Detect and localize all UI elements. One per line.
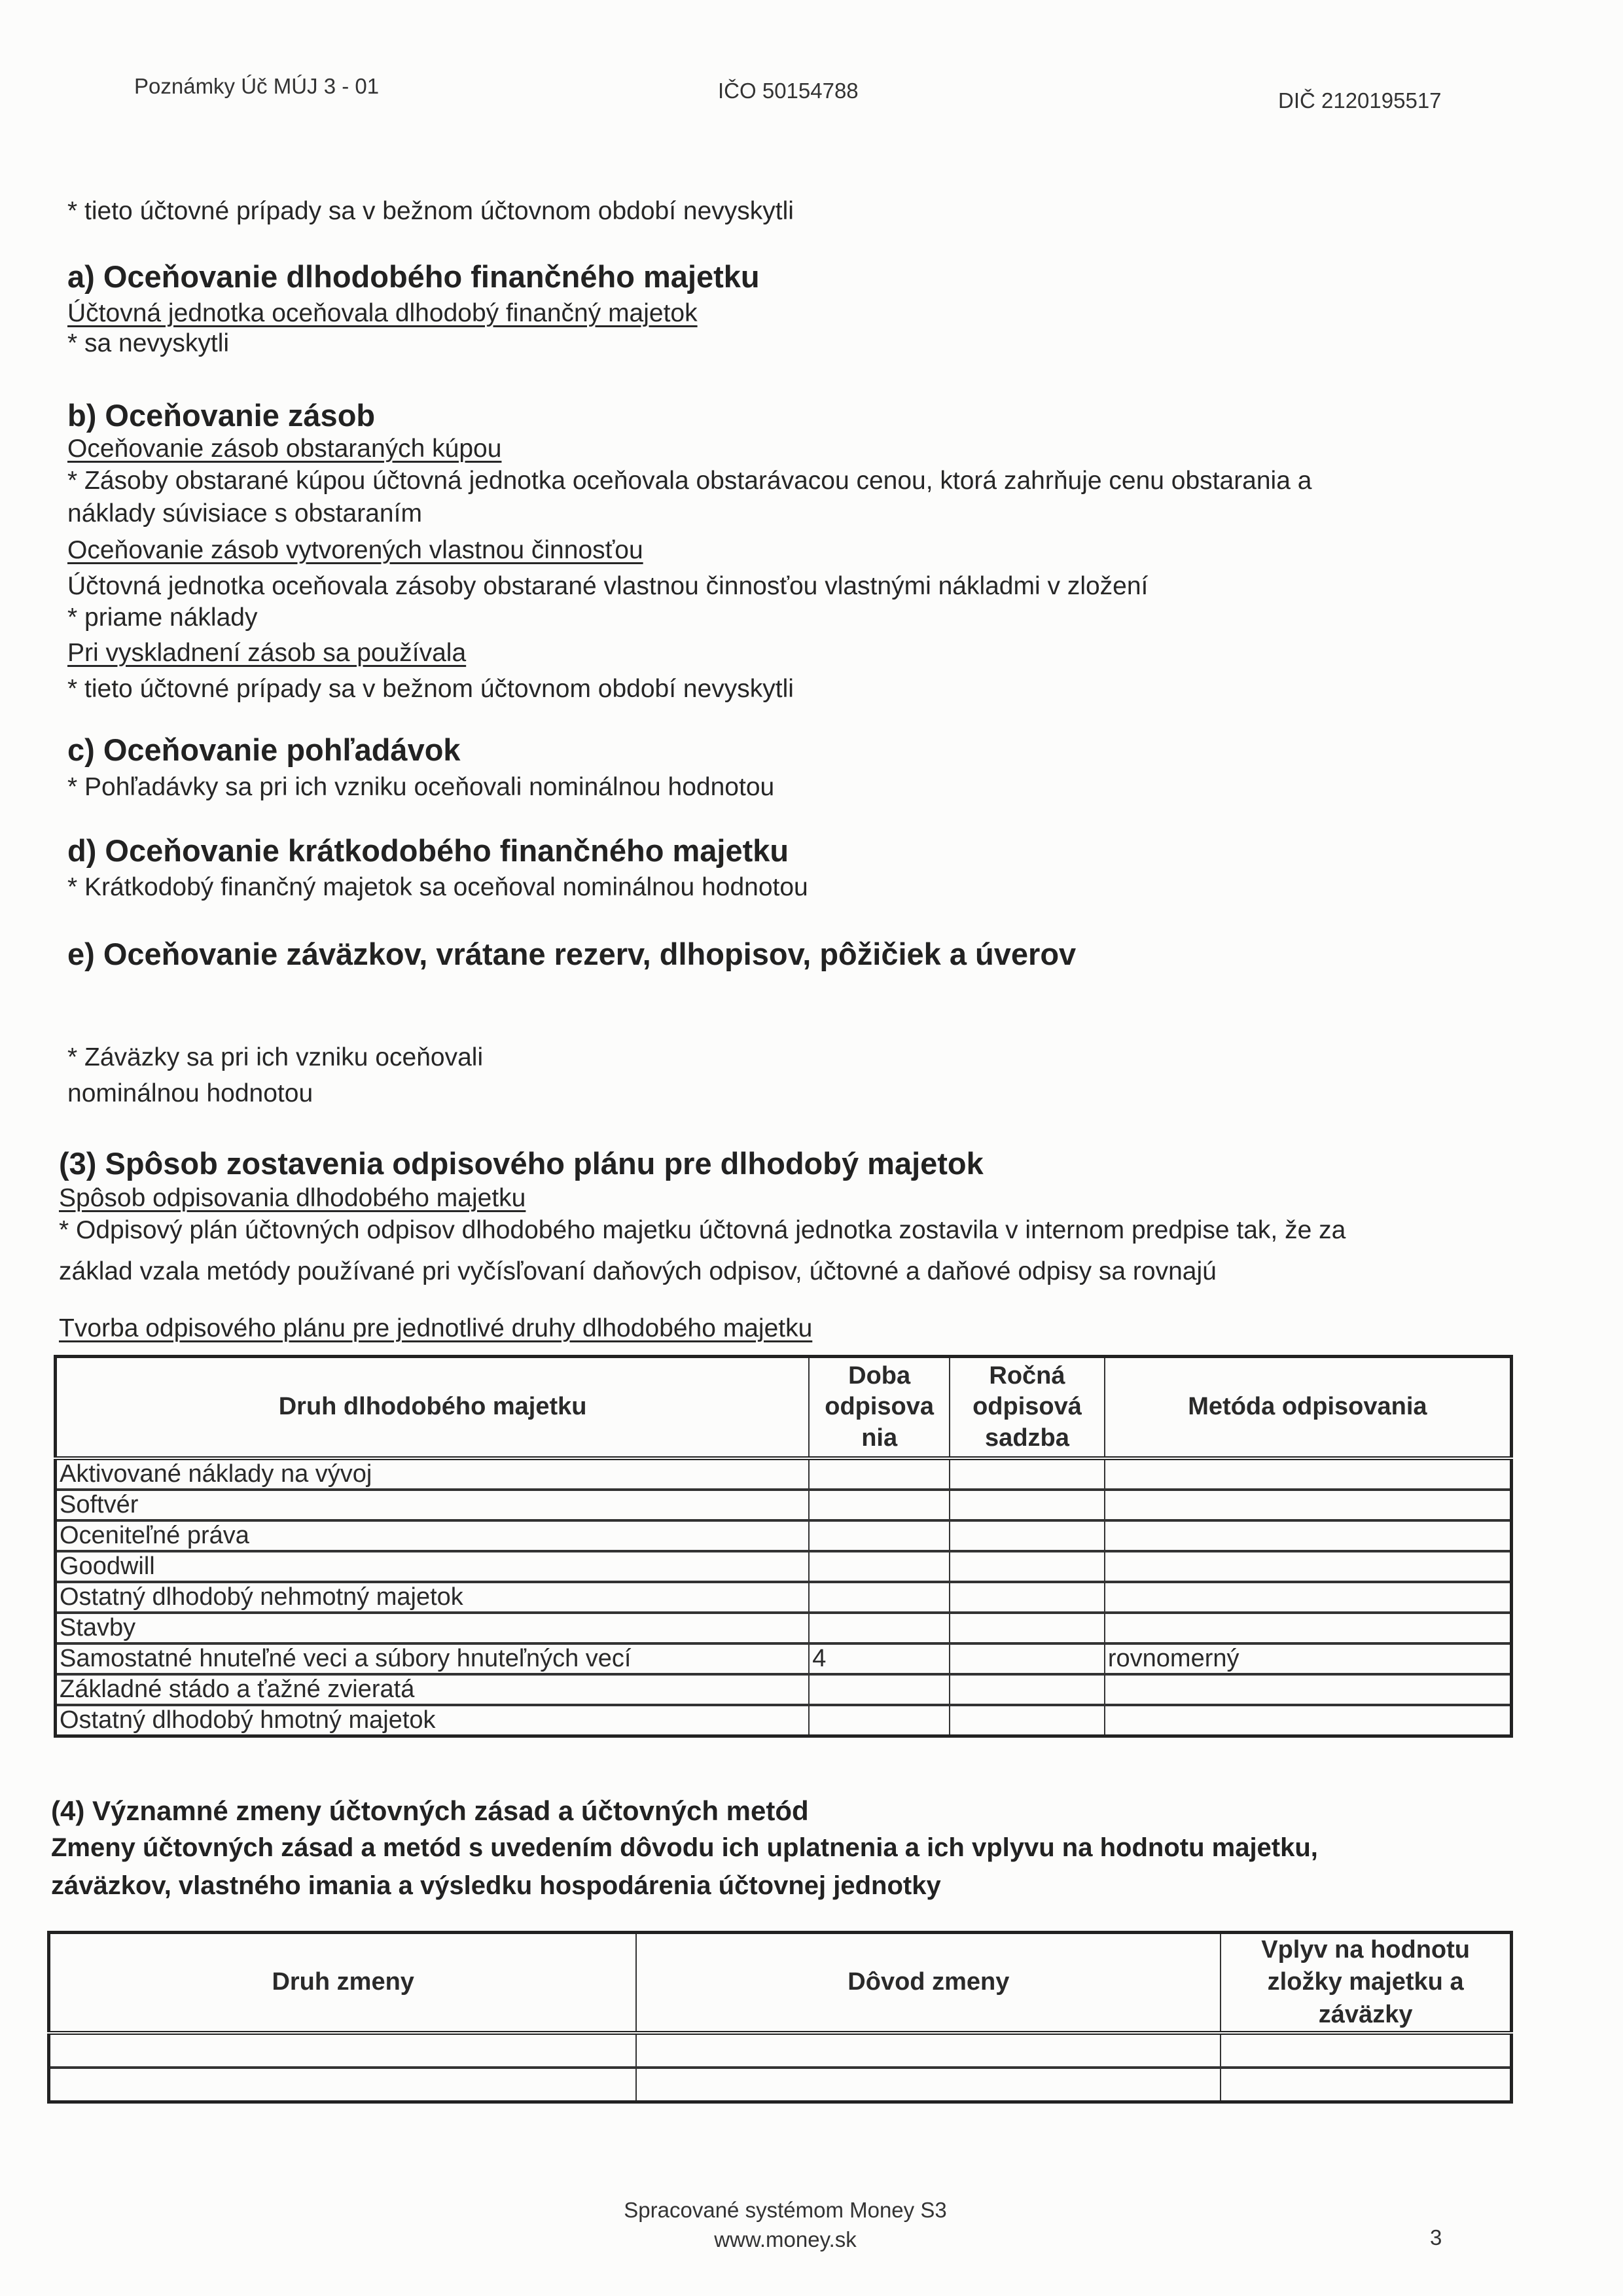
depreciation-plan-table [54,1355,1513,1738]
section-3-title: (3) Spôsob zostavenia odpisového plánu pre dlhodobý majetok [59,1146,984,1181]
cell-method [1105,1582,1512,1613]
col-header-change-type: Druh zmeny [49,1933,637,2034]
page-number: 3 [1430,2225,1442,2250]
cell-rate [950,1458,1105,1490]
table-row [56,1674,1512,1705]
section-3-text-line1: * Odpisový plán účtovných odpisov dlhodobého majetku účtovná jednotka zostavila v internom predpise tak, že za [59,1216,1346,1244]
col-header-rate: Ročná odpisová sadzba [950,1357,1105,1459]
cell-change-type [49,2033,637,2068]
table-row [56,1458,1512,1490]
cell-period: 4 [809,1643,950,1674]
dic: DIČ 2120195517 [1278,88,1442,113]
section-d-title: d) Oceňovanie krátkodobého finančného majetku [67,833,789,868]
table-row [56,1705,1512,1736]
table-row [56,1582,1512,1613]
section-b-sub1: Oceňovanie zásob obstaraných kúpou [67,435,502,463]
cell-period [809,1551,950,1582]
accounting-changes-table [47,1931,1513,2104]
section-3-subtitle: Spôsob odpisovania dlhodobého majetku [59,1184,526,1212]
cell-impact [1221,2033,1511,2068]
cell-method: rovnomerný [1105,1643,1512,1674]
section-b-text2-item: * priame náklady [67,603,258,632]
cell-rate [950,1551,1105,1582]
cell-impact [1221,2068,1511,2102]
table-row [56,1520,1512,1551]
section-b-text3: * tieto účtovné prípady sa v bežnom účtovnom období nevyskytli [67,675,794,703]
col-header-change-reason: Dôvod zmeny [636,1933,1221,2034]
table-row [56,1643,1512,1674]
section-b-text2: Účtovná jednotka oceňovala zásoby obstarané vlastnou činnosťou vlastnými nákladmi v zložení [67,572,1149,600]
cell-asset: Samostatné hnuteľné veci a súbory hnuteľných vecí [56,1643,810,1674]
cell-asset: Stavby [56,1613,810,1643]
section-c-text: * Pohľadávky sa pri ich vzniku oceňovali nominálnou hodnotou [67,773,775,801]
cell-method [1105,1674,1512,1705]
col-header-method: Metóda odpisovania [1105,1357,1512,1459]
cell-method [1105,1458,1512,1490]
form-code: Poznámky Úč MÚJ 3 - 01 [134,74,380,98]
cell-rate [950,1643,1105,1674]
cell-method [1105,1551,1512,1582]
table-row [56,1490,1512,1520]
intro-note: * tieto účtovné prípady sa v bežnom účtovnom období nevyskytli [67,197,794,225]
cell-period [809,1490,950,1520]
section-4-title: (4) Významné zmeny účtovných zásad a účtovných metód [51,1795,809,1826]
cell-method [1105,1613,1512,1643]
section-b-sub2: Oceňovanie zásob vytvorených vlastnou činnosťou [67,536,643,564]
table-row [56,1551,1512,1582]
cell-change-reason [636,2033,1221,2068]
section-b-sub3: Pri vyskladnení zásob sa používala [67,639,467,667]
cell-rate [950,1582,1105,1613]
cell-period [809,1674,950,1705]
section-a-title: a) Oceňovanie dlhodobého finančného majetku [67,259,760,294]
cell-asset: Ostatný dlhodobý hmotný majetok [56,1705,810,1736]
cell-method [1105,1490,1512,1520]
section-e-text-line1: * Záväzky sa pri ich vzniku oceňovali [67,1043,484,1071]
cell-rate [950,1520,1105,1551]
table-row [56,1613,1512,1643]
section-d-text: * Krátkodobý finančný majetok sa oceňoval nominálnou hodnotou [67,873,808,901]
section-a-note: * sa nevyskytli [67,329,230,357]
footer-website[interactable]: www.money.sk [714,2227,857,2251]
table-caption: Tvorba odpisového plánu pre jednotlivé druhy dlhodobého majetku [59,1314,813,1342]
section-b-text1-line2: náklady súvisiace s obstaraním [67,499,422,528]
cell-asset: Základné stádo a ťažné zvieratá [56,1674,810,1705]
cell-asset: Aktivované náklady na vývoj [56,1458,810,1490]
section-3-text-line2: základ vzala metódy používané pri vyčísľovaní daňových odpisov, účtovné a daňové odpisy sa rovnajú [59,1257,1217,1285]
cell-asset: Ostatný dlhodobý nehmotný majetok [56,1582,810,1613]
cell-method [1105,1705,1512,1736]
footer-system: Spracované systémom Money S3 [624,2198,947,2222]
ico: IČO 50154788 [718,79,859,103]
cell-rate [950,1613,1105,1643]
section-a-subtitle: Účtovná jednotka oceňovala dlhodobý finančný majetok [67,299,698,327]
table-row [49,2068,1512,2102]
section-4-subtitle-line1: Zmeny účtovných zásad a metód s uvedením dôvodu ich uplatnenia a ich vplyvu na hodnotu majetku, [51,1833,1318,1862]
section-e-text-line2: nominálnou hodnotou [67,1079,313,1107]
table-header-row [56,1357,1512,1459]
table-header-row [49,1933,1512,2034]
cell-period [809,1705,950,1736]
col-header-impact: Vplyv na hodnotu zložky majetku a záväzky [1221,1933,1511,2034]
cell-asset: Softvér [56,1490,810,1520]
col-header-asset-type: Druh dlhodobého majetku [56,1357,810,1459]
section-e-title: e) Oceňovanie záväzkov, vrátane rezerv, dlhopisov, pôžičiek a úverov [67,937,1077,971]
cell-period [809,1458,950,1490]
cell-period [809,1582,950,1613]
col-header-period: Doba odpisova nia [809,1357,950,1459]
cell-change-type [49,2068,637,2102]
section-c-title: c) Oceňovanie pohľadávok [67,732,461,767]
cell-period [809,1613,950,1643]
cell-rate [950,1674,1105,1705]
cell-asset: Goodwill [56,1551,810,1582]
table-row [49,2033,1512,2068]
cell-asset: Oceniteľné práva [56,1520,810,1551]
cell-period [809,1520,950,1551]
section-4-subtitle-line2: záväzkov, vlastného imania a výsledku hospodárenia účtovnej jednotky [51,1871,941,1900]
cell-method [1105,1520,1512,1551]
cell-rate [950,1490,1105,1520]
section-b-text1-line1: * Zásoby obstarané kúpou účtovná jednotka oceňovala obstarávacou cenou, ktorá zahrňuje cenu obstarania a [67,467,1312,495]
cell-rate [950,1705,1105,1736]
cell-change-reason [636,2068,1221,2102]
section-b-title: b) Oceňovanie zásob [67,398,376,433]
